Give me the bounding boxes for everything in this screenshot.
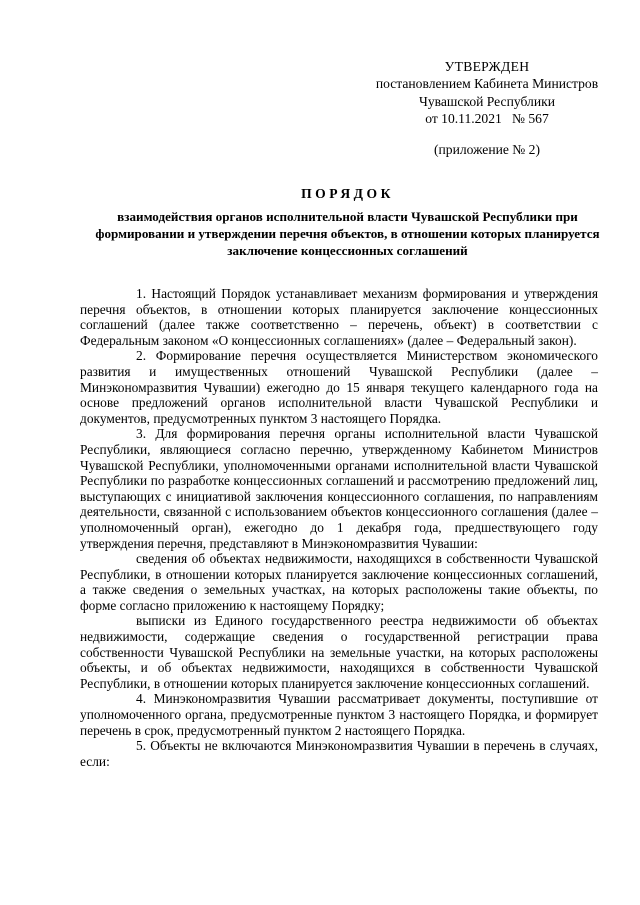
appendix-note: (приложение № 2) [433, 142, 541, 157]
approval-heading: УТВЕРЖДЕН [444, 59, 530, 74]
document-subtitle: взаимодействия органов исполнительной власти Чувашской Республики при формировании и утверждении перечня объектов, в отношении которых планируется заключение концессионных соглашений [95, 209, 600, 258]
document-body [80, 286, 598, 769]
paragraph-1: 1. Настоящий Порядок устанавливает механизм формирования и утверждения перечня объектов, в отношении которых планируется заключение концессионных соглашений (далее также соответственно – перечень, объект) в соответствии с Федеральным законом «О концессионных соглашениях» (далее – Федеральный закон). [80, 286, 598, 348]
paragraph-3-item-1: сведения об объектах недвижимости, находящихся в собственности Чувашской Республики, в отношении которых планируется заключение концессионных соглашений, а также сведения о земельных участках, на которых расположены такие объекты, по форме согласно приложению к настоящему Порядку; [80, 551, 598, 613]
document-title: ПОРЯДОК [301, 186, 394, 201]
paragraph-3: 3. Для формирования перечня органы исполнительной власти Чувашской Республики, являющиеся согласно перечню, утвержденному Кабинетом Министров Чувашской Республики, уполномоченными органами исполнительной власти Чувашской Республики по разработке концессионных соглашений и рассмотрению предложений лиц, выступающих с инициативой заключения концессионного соглашения, по направлениям деятельности, связанной с использованием объектов концессионного соглашения (далее – уполномоченный орган), ежегодно до 1 декабря года, предшествующего году утверждения перечня, представляют в Минэкономразвития Чувашии: [80, 426, 598, 551]
approval-line-2: Чувашской Республики [419, 93, 555, 109]
paragraph-2: 2. Формирование перечня осуществляется Министерством экономического развития и имущественных отношений Чувашской Республики (далее – Минэкономразвития Чувашии) ежегодно до 15 января текущего календарного года на основе предложений органов исполнительной власти Чувашской Республики и документов, предусмотренных пунктом 3 настоящего Порядка. [80, 348, 598, 426]
paragraph-4: 4. Минэкономразвития Чувашии рассматривает документы, поступившие от уполномоченного органа, предусмотренные пунктом 3 настоящего Порядка, и формирует перечень в срок, предусмотренный пунктом 2 настоящего Порядка. [80, 691, 598, 738]
paragraph-3-item-2: выписки из Единого государственного реестра недвижимости об объектах недвижимости, содержащие сведения о государственной регистрации права собственности Чувашской Республики на земельные участки, на которых расположены объекты, и об объектах недвижимости, находящихся в собственности Чувашской Республики, в отношении которых планируется заключение концессионных соглашений. [80, 613, 598, 691]
paragraph-5: 5. Объекты не включаются Минэкономразвития Чувашии в перечень в случаях, если: [80, 738, 598, 769]
approval-line-1: постановлением Кабинета Министров [375, 76, 599, 92]
approval-line-3: от 10.11.2021 № 567 [425, 110, 549, 126]
approval-stamp [362, 58, 612, 127]
